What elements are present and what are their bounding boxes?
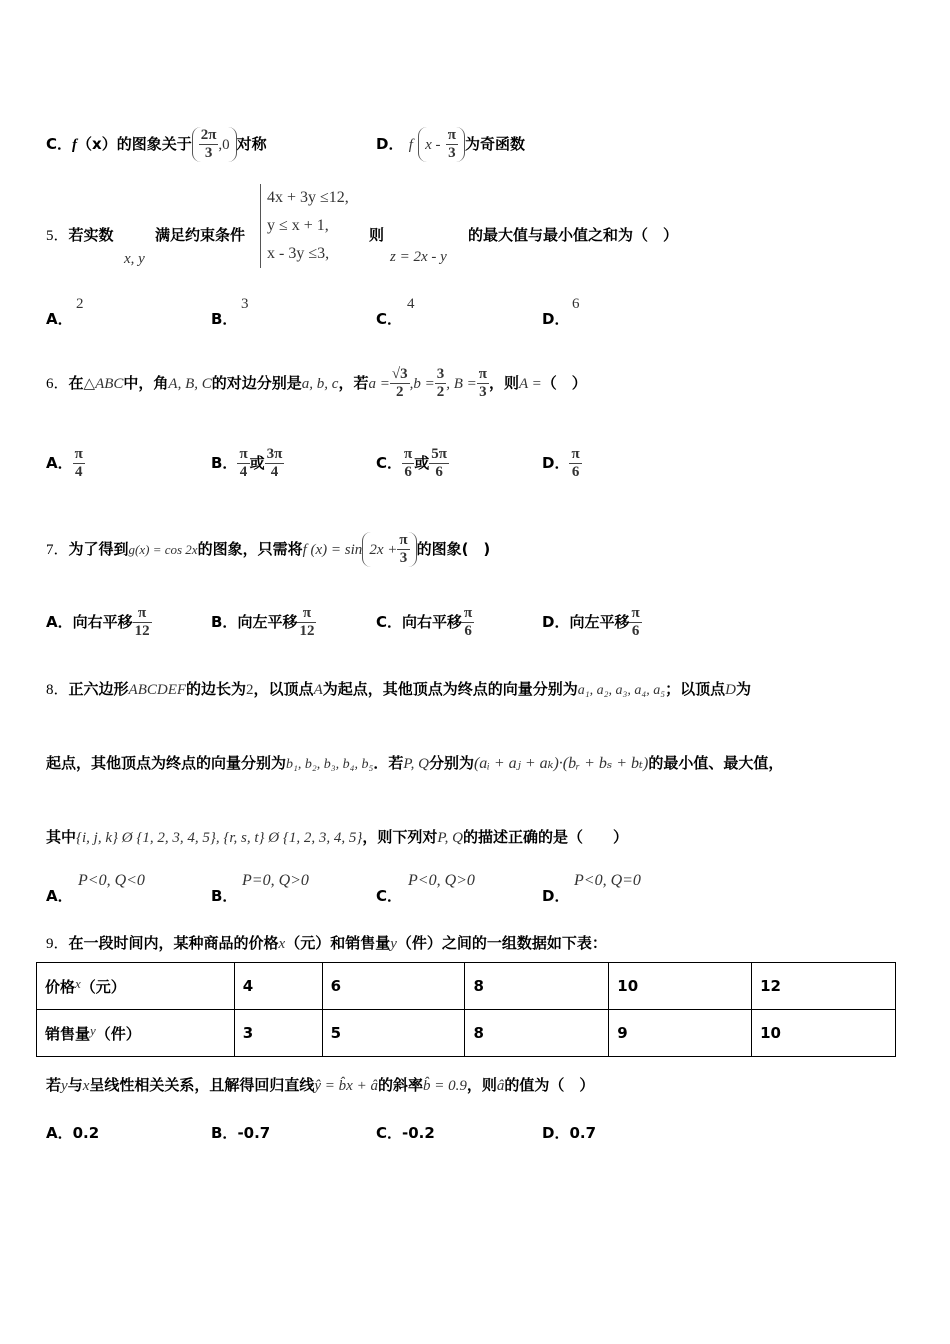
q8-option-d[interactable]: D．: [542, 887, 570, 905]
q8-option-c-value: P<0, Q>0: [408, 872, 475, 889]
q8-option-c[interactable]: C．: [376, 887, 403, 905]
q5-option-b[interactable]: B．: [211, 310, 238, 328]
q9-option-b[interactable]: B．-0.7: [211, 1124, 271, 1142]
q5-stem-2: 满足约束条件: [155, 226, 246, 244]
q5-option-a-value: 2: [76, 296, 84, 312]
q9-option-a[interactable]: A．0.2: [46, 1124, 100, 1142]
q6-option-c[interactable]: C． $\frac{\pi}{6}$ 或 $\frac{5\pi}{6}$: [376, 446, 447, 480]
q5-option-d-value: 6: [572, 296, 580, 312]
q8-line-1: 8．正六边形ABCDEF的边长为2，以顶点A为起点，其他顶点为终点的向量分别为a₁, a₂, a₃, a₄, a₅；以顶点D为: [46, 680, 751, 698]
q5-vars: x, y: [124, 251, 145, 267]
table-row: [37, 1010, 896, 1057]
q8-line-3: 其中{i, j, k} Ø {1, 2, 3, 4, 5}, {r, s, t} Ø {1, 2, 3, 4, 5}，则下列对P, Q的描述正确的是（ ）: [46, 828, 628, 846]
q5-stem: 5．若实数: [46, 226, 114, 244]
q9-option-c[interactable]: C．-0.2: [376, 1124, 435, 1142]
table-cell: 3: [234, 1010, 322, 1057]
table-cell: 8: [465, 963, 609, 1010]
q5-constraints: 4x + 3y ≤12, y ≤ x + 1, x - 3y ≤3,: [260, 184, 349, 268]
q5-objective: z = 2x - y: [390, 249, 447, 265]
q7-option-c[interactable]: C．向右平移 $\frac{\pi}{6}$: [376, 605, 473, 639]
table-cell: 6: [322, 963, 465, 1010]
q8-option-a[interactable]: A．: [46, 887, 73, 905]
table-cell: 10: [752, 1010, 896, 1057]
table-cell: 10: [609, 963, 752, 1010]
q5-option-d[interactable]: D．: [542, 310, 570, 328]
q6-option-a[interactable]: A． $\frac{\pi}{4}$: [46, 446, 83, 480]
q6-option-b[interactable]: B． $\frac{\pi}{4}$ 或 $\frac{3\pi}{4}$: [211, 446, 283, 480]
q5-option-b-value: 3: [241, 296, 249, 312]
q8-option-b[interactable]: B．: [211, 887, 238, 905]
table-row-label: 销售量y（件）: [37, 1010, 235, 1057]
q7-option-b[interactable]: B．向左平移 $\frac{\pi}{12}$: [211, 605, 315, 639]
q4-option-d[interactable]: D． f x - $\frac{\pi}{3}$ 为奇函数: [376, 127, 525, 161]
table-cell: 9: [609, 1010, 752, 1057]
q5-then: 则: [369, 226, 385, 244]
q5-option-c[interactable]: C．: [376, 310, 403, 328]
table-cell: 4: [234, 963, 322, 1010]
q6-stem: 6．在△ABC中，角A, B, C的对边分别是a, b, c，若a = $\frac{√3}{2}$ ,b = $\frac{3}{2}$ , B = $\frac{\pi}{3}$ ，则A =（ ）: [46, 366, 587, 400]
q8-option-b-value: P=0, Q>0: [242, 872, 309, 889]
q8-line-2: 起点，其他顶点为终点的向量分别为b₁, b₂, b₃, b₄, b₅．若P, Q分别为(aᵢ + aⱼ + aₖ)·(bᵣ + bₛ + bₜ)的最小值、最大值，: [46, 754, 784, 772]
q4-point: $\frac{2\pi}{3}$ ,0: [192, 127, 237, 162]
q9-after-table: 若y与x呈线性相关关系，且解得回归直线ŷ = b̂x + â的斜率b̂ = 0.9，则â的值为（ ）: [46, 1076, 595, 1094]
q7-stem: 7．为了得到g(x) = cos 2x的图象，只需将f (x) = sin 2x + $\frac{\pi}{3}$ 的图象( ): [46, 532, 491, 566]
q4-option-c[interactable]: C．f（x）的图象关于 $\frac{2\pi}{3}$ ,0 对称: [46, 127, 267, 161]
table-row-label: 价格x（元）: [37, 963, 235, 1010]
table-row: [37, 963, 896, 1010]
q8-option-d-value: P<0, Q=0: [574, 872, 641, 889]
q8-option-a-value: P<0, Q<0: [78, 872, 145, 889]
q9-data-table: [36, 962, 896, 1057]
q9-option-d[interactable]: D．0.7: [542, 1124, 597, 1142]
table-cell: 12: [752, 963, 896, 1010]
q5-stem-4: 的最大值与最小值之和为（ ）: [468, 226, 679, 244]
q9-stem: 9．在一段时间内，某种商品的价格x（元）和销售量y（件）之间的一组数据如下表：: [46, 934, 607, 952]
q5-option-c-value: 4: [407, 296, 415, 312]
table-cell: 8: [465, 1010, 609, 1057]
q6-option-d[interactable]: D． $\frac{\pi}{6}$: [542, 446, 580, 480]
q5-option-a[interactable]: A．: [46, 310, 73, 328]
table-cell: 5: [322, 1010, 465, 1057]
q7-option-d[interactable]: D．向左平移 $\frac{\pi}{6}$: [542, 605, 640, 639]
q7-option-a[interactable]: A．向右平移 $\frac{\pi}{12}$: [46, 605, 150, 639]
